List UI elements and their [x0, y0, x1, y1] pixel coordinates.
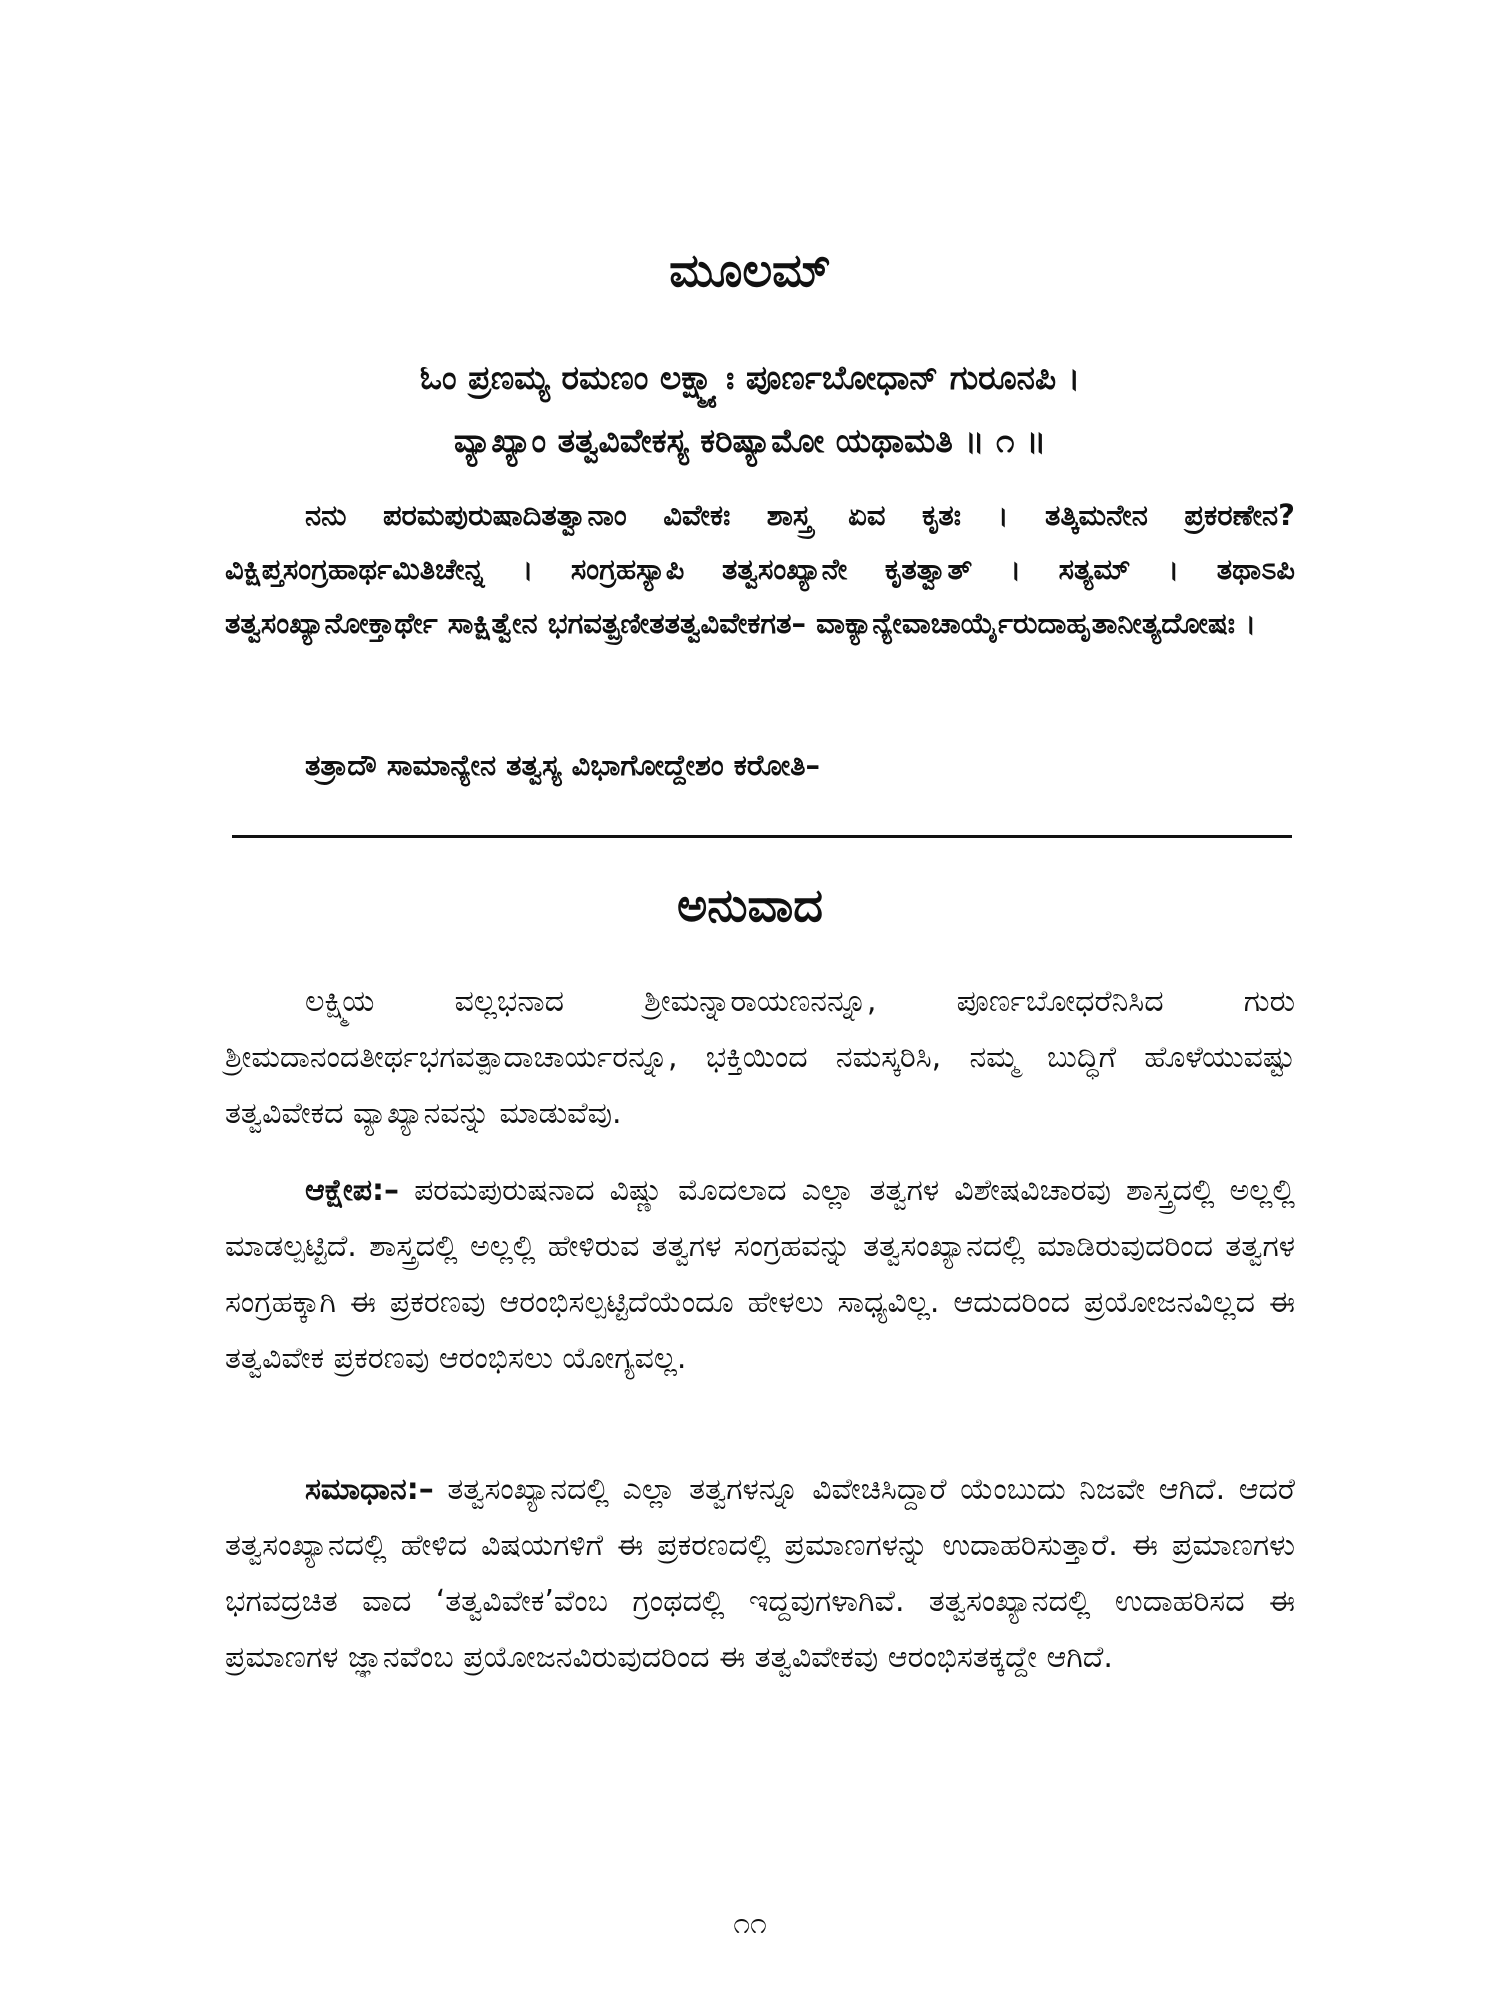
anuvada-paragraph-1: ಲಕ್ಷ್ಮಿಯ ವಲ್ಲಭನಾದ ಶ್ರೀಮನ್ನಾರಾಯಣನನ್ನೂ, ಪೂರ್ಣಬೋಧರೆನಿಸಿದ ಗುರು ಶ್ರೀಮದಾನಂದತೀರ್ಥಭಗವತ್ಪಾದಾಚಾರ್ಯರನ್ನೂ, ಭಕ್ತಿಯಿಂದ ನಮಸ್ಕರಿಸಿ, ನಮ್ಮ ಬುದ್ಧಿಗೆ ಹೊಳೆಯುವಷ್ಟು ತತ್ವವಿವೇಕದ ವ್ಯಾಖ್ಯಾನವನ್ನು ಮಾಡುವೆವು.: [225, 984, 1295, 1131]
anuvada-heading: ಅನುವಾದ: [676, 878, 823, 932]
section-divider: [232, 835, 1292, 838]
objection-text: ಪರಮಪುರುಷನಾದ ವಿಷ್ಣು ಮೊದಲಾದ ಎಲ್ಲಾ ತತ್ವಗಳ ವಿಶೇಷವಿಚಾರವು ಶಾಸ್ತ್ರದಲ್ಲಿ ಅಲ್ಲಲ್ಲಿ ಮಾಡಲ್ಪಟ್ಟಿದೆ. ಶಾಸ್ತ್ರದಲ್ಲಿ ಅಲ್ಲಲ್ಲಿ ಹೇಳಿರುವ ತತ್ವಗಳ ಸಂಗ್ರಹವನ್ನು ತತ್ವಸಂಖ್ಯಾನದಲ್ಲಿ ಮಾಡಿರುವುದರಿಂದ ತತ್ವಗಳ ಸಂಗ್ರಹಕ್ಕಾಗಿ ಈ ಪ್ರಕರಣವು ಆರಂಭಿಸಲ್ಪಟ್ಟಿದೆಯೆಂದೂ ಹೇಳಲು ಸಾಧ್ಯವಿಲ್ಲ. ಆದುದರಿಂದ ಪ್ರಯೋಜನವಿಲ್ಲದ ಈ ತತ್ವವಿವೇಕ ಪ್ರಕರಣವು ಆರಂಭಿಸಲು ಯೋಗ್ಯವಲ್ಲ.: [225, 1173, 1295, 1376]
verse-line-2: ವ್ಯಾಖ್ಯಾಂ ತತ್ವವಿವೇಕಸ್ಯ ಕರಿಷ್ಯಾಮೋ ಯಥಾಮತಿ ॥ ೧ ॥: [453, 421, 1047, 460]
objection-label: ಆಕ್ಷೇಪ:–: [305, 1173, 400, 1208]
answer-paragraph: [225, 1462, 1295, 1686]
objection-paragraph: [225, 1163, 1295, 1387]
moolam-commentary: ನನು ಪರಮಪುರುಷಾದಿತತ್ವಾನಾಂ ವಿವೇಕಃ ಶಾಸ್ತ್ರ ಏವ ಕೃತಃ । ತತ್ಕಿಮನೇನ ಪ್ರಕರಣೇನ? ವಿಕ್ಷಿಪ್ತಸಂಗ್ರಹಾರ್ಥಮಿತಿಚೇನ್ನ । ಸಂಗ್ರಹಸ್ಯಾಪಿ ತತ್ವಸಂಖ್ಯಾನೇ ಕೃತತ್ವಾತ್ । ಸತ್ಯಮ್ । ತಥಾಽಪಿ ತತ್ವಸಂಖ್ಯಾನೋಕ್ತಾರ್ಥೇ ಸಾಕ್ಷಿತ್ವೇನ ಭಗವತ್ಪ್ರಣೀತತತ್ವವಿವೇಕಗತ– ವಾಕ್ಯಾನ್ಯೇವಾಚಾರ್ಯೈರುದಾಹೃತಾನೀತ್ಯದೋಷಃ ।: [225, 498, 1295, 640]
answer-text: ತತ್ವಸಂಖ್ಯಾನದಲ್ಲಿ ಎಲ್ಲಾ ತತ್ವಗಳನ್ನೂ ವಿವೇಚಿಸಿದ್ದಾರೆ ಯೆಂಬುದು ನಿಜವೇ ಆಗಿದೆ. ಆದರೆ ತತ್ವಸಂಖ್ಯಾನದಲ್ಲಿ ಹೇಳಿದ ವಿಷಯಗಳಿಗೆ ಈ ಪ್ರಕರಣದಲ್ಲಿ ಪ್ರಮಾಣಗಳನ್ನು ಉದಾಹರಿಸುತ್ತಾರೆ. ಈ ಪ್ರಮಾಣಗಳು ಭಗವದ್ರಚಿತ ವಾದ ‘ತತ್ವವಿವೇಕ’ವೆಂಬ ಗ್ರಂಥದಲ್ಲಿ ಇದ್ದವುಗಳಾಗಿವೆ. ತತ್ವಸಂಖ್ಯಾನದಲ್ಲಿ ಉದಾಹರಿಸದ ಈ ಪ್ರಮಾಣಗಳ ಜ್ಞಾನವೆಂಬ ಪ್ರಯೋಜನವಿರುವುದರಿಂದ ಈ ತತ್ವವಿವೇಕವು ಆರಂಭಿಸತಕ್ಕದ್ದೇ ಆಗಿದೆ.: [225, 1472, 1295, 1675]
moolam-intro-line: ತತ್ರಾದೌ ಸಾಮಾನ್ಯೇನ ತತ್ವಸ್ಯ ವಿಭಾಗೋದ್ದೇಶಂ ಕರೋತಿ–: [305, 748, 821, 782]
answer-label: ಸಮಾಧಾನ:–: [305, 1472, 434, 1507]
verse-line-1: ಓಂ ಪ್ರಣಮ್ಯ ರಮಣಂ ಲಕ್ಷ್ಮ್ಯಾಃ ಪೂರ್ಣಬೋಧಾನ್ ಗುರೂನಪಿ ।: [419, 358, 1081, 397]
page-number: ೧೧: [733, 1906, 767, 1941]
moolam-heading: ಮೂಲಮ್: [669, 243, 831, 297]
